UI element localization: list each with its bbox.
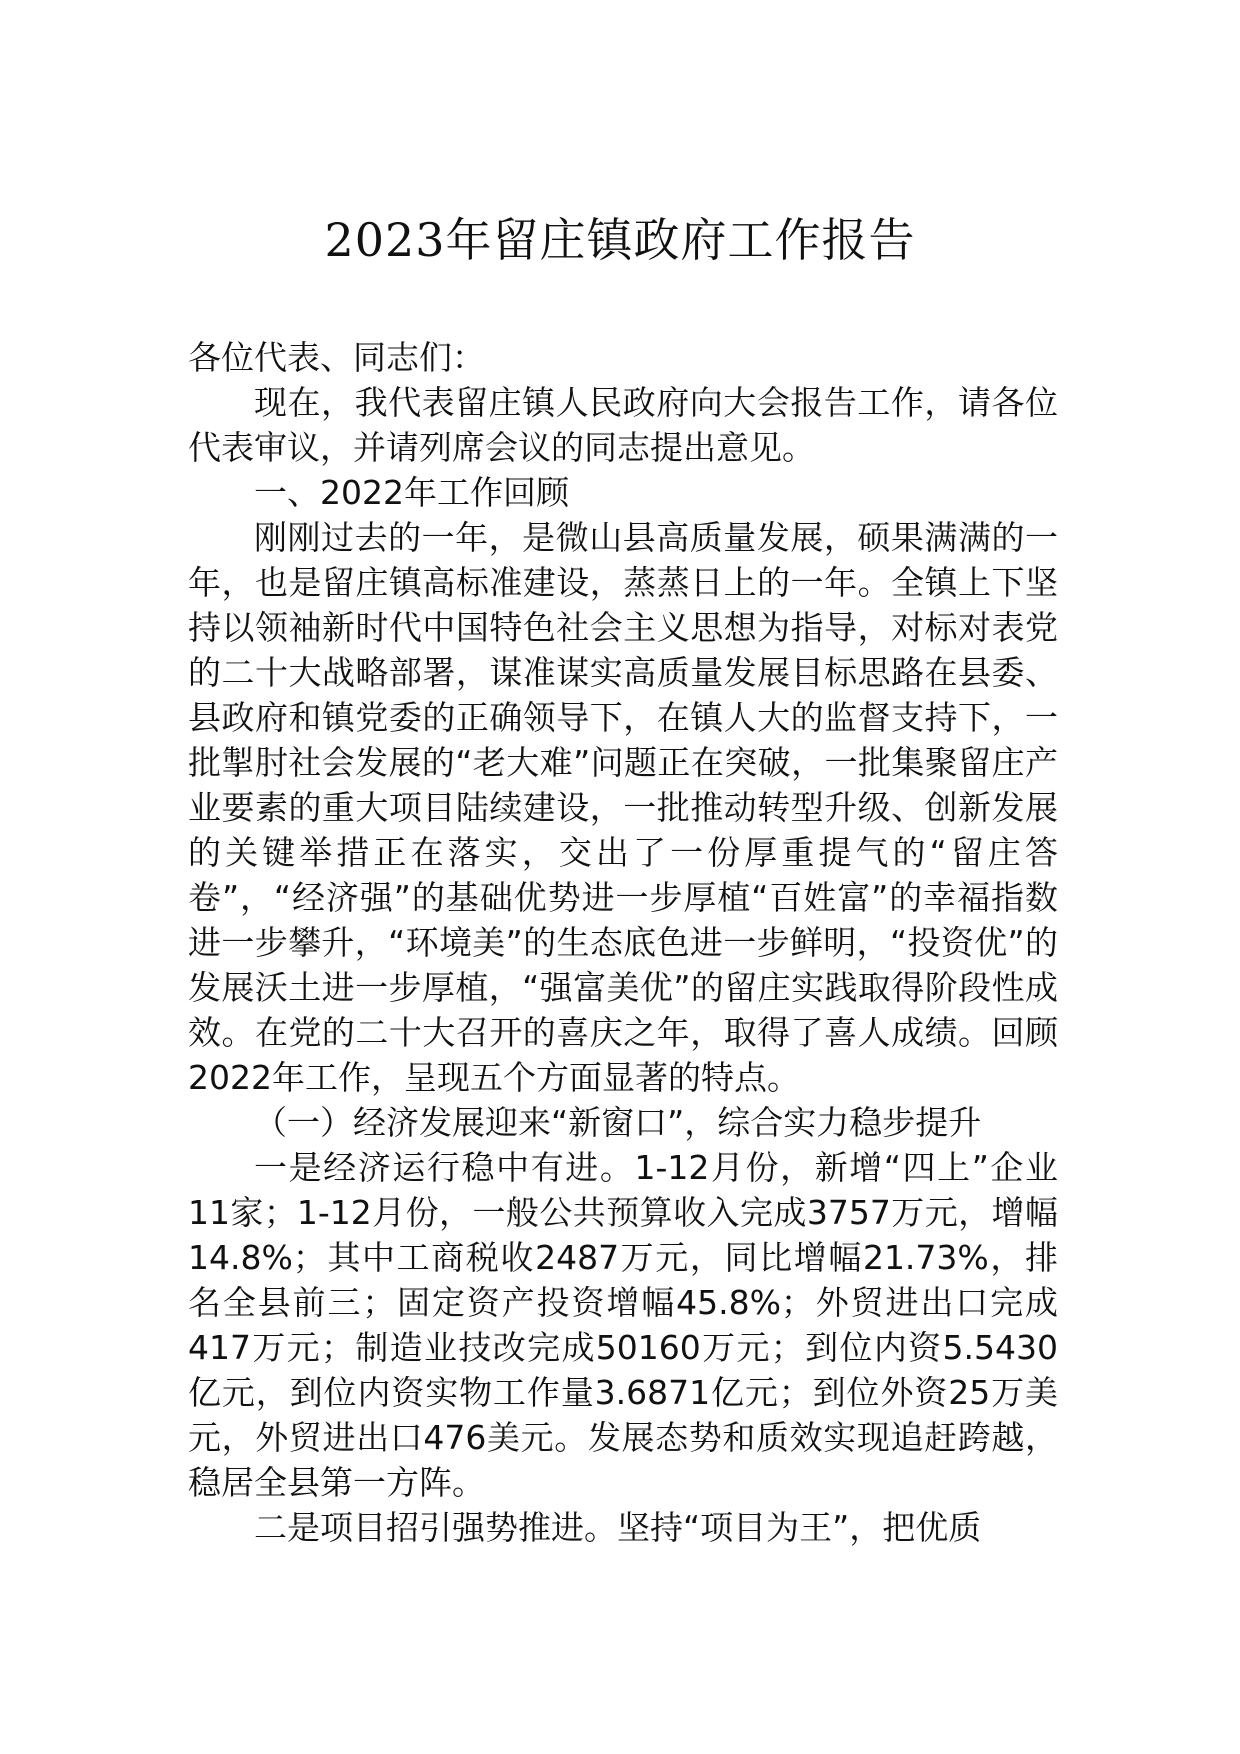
- paragraph-projects: 二是项目招引强势推进。坚持“项目为王”，把优质: [254, 1508, 982, 1547]
- paragraph-economy: 一是经济运行稳中有进。1-12月份，新增“四上”企业11家；1-12月份，一般公共预算收入完成3757万元，增幅14.8%；其中工商税收2487万元，同比增幅21.73%，排名全县前三；固定资产投资增幅45.8%；外贸进出口完成417万元；制造业技改完成50160万元；到位内资5.5430亿元，到位内资实物工作量3.6871亿元；到位外资25万美元，外贸进出口476美元。发展态势和质效实现追赶跨越，稳居全县第一方阵。: [188, 1148, 1058, 1502]
- salutation: 各位代表、同志们：: [188, 338, 485, 377]
- paragraph-review: 刚刚过去的一年，是微山县高质量发展，硕果满满的一年，也是留庄镇高标准建设，蒸蒸日上的一年。全镇上下坚持以领袖新时代中国特色社会主义思想为指导，对标对表党的二十大战略部署，谋准谋实高质量发展目标思路在县委、县政府和镇党委的正确领导下，在镇人大的监督支持下，一批掣肘社会发展的“老大难”问题正在突破，一批集聚留庄产业要素的重大项目陆续建设，一批推动转型升级、创新发展的关键举措正在落实，交出了一份厚重提气的“留庄答卷”，“经济强”的基础优势进一步厚植“百姓富”的幸福指数进一步攀升，“环境美”的生态底色进一步鲜明，“投资优”的发展沃土进一步厚植，“强富美优”的留庄实践取得阶段性成效。在党的二十大召开的喜庆之年，取得了喜人成绩。回顾2022年工作，呈现五个方面显著的特点。: [188, 518, 1058, 1097]
- paragraph-intro: 现在，我代表留庄镇人民政府向大会报告工作，请各位代表审议，并请列席会议的同志提出意见。: [188, 383, 1058, 467]
- subsection-heading-economy: （一）经济发展迎来“新窗口”，综合实力稳步提升: [254, 1103, 982, 1142]
- document-body: [188, 335, 1058, 1550]
- document-title: 2023年留庄镇政府工作报告: [324, 213, 916, 267]
- section-heading-review: 一、2022年工作回顾: [254, 473, 569, 512]
